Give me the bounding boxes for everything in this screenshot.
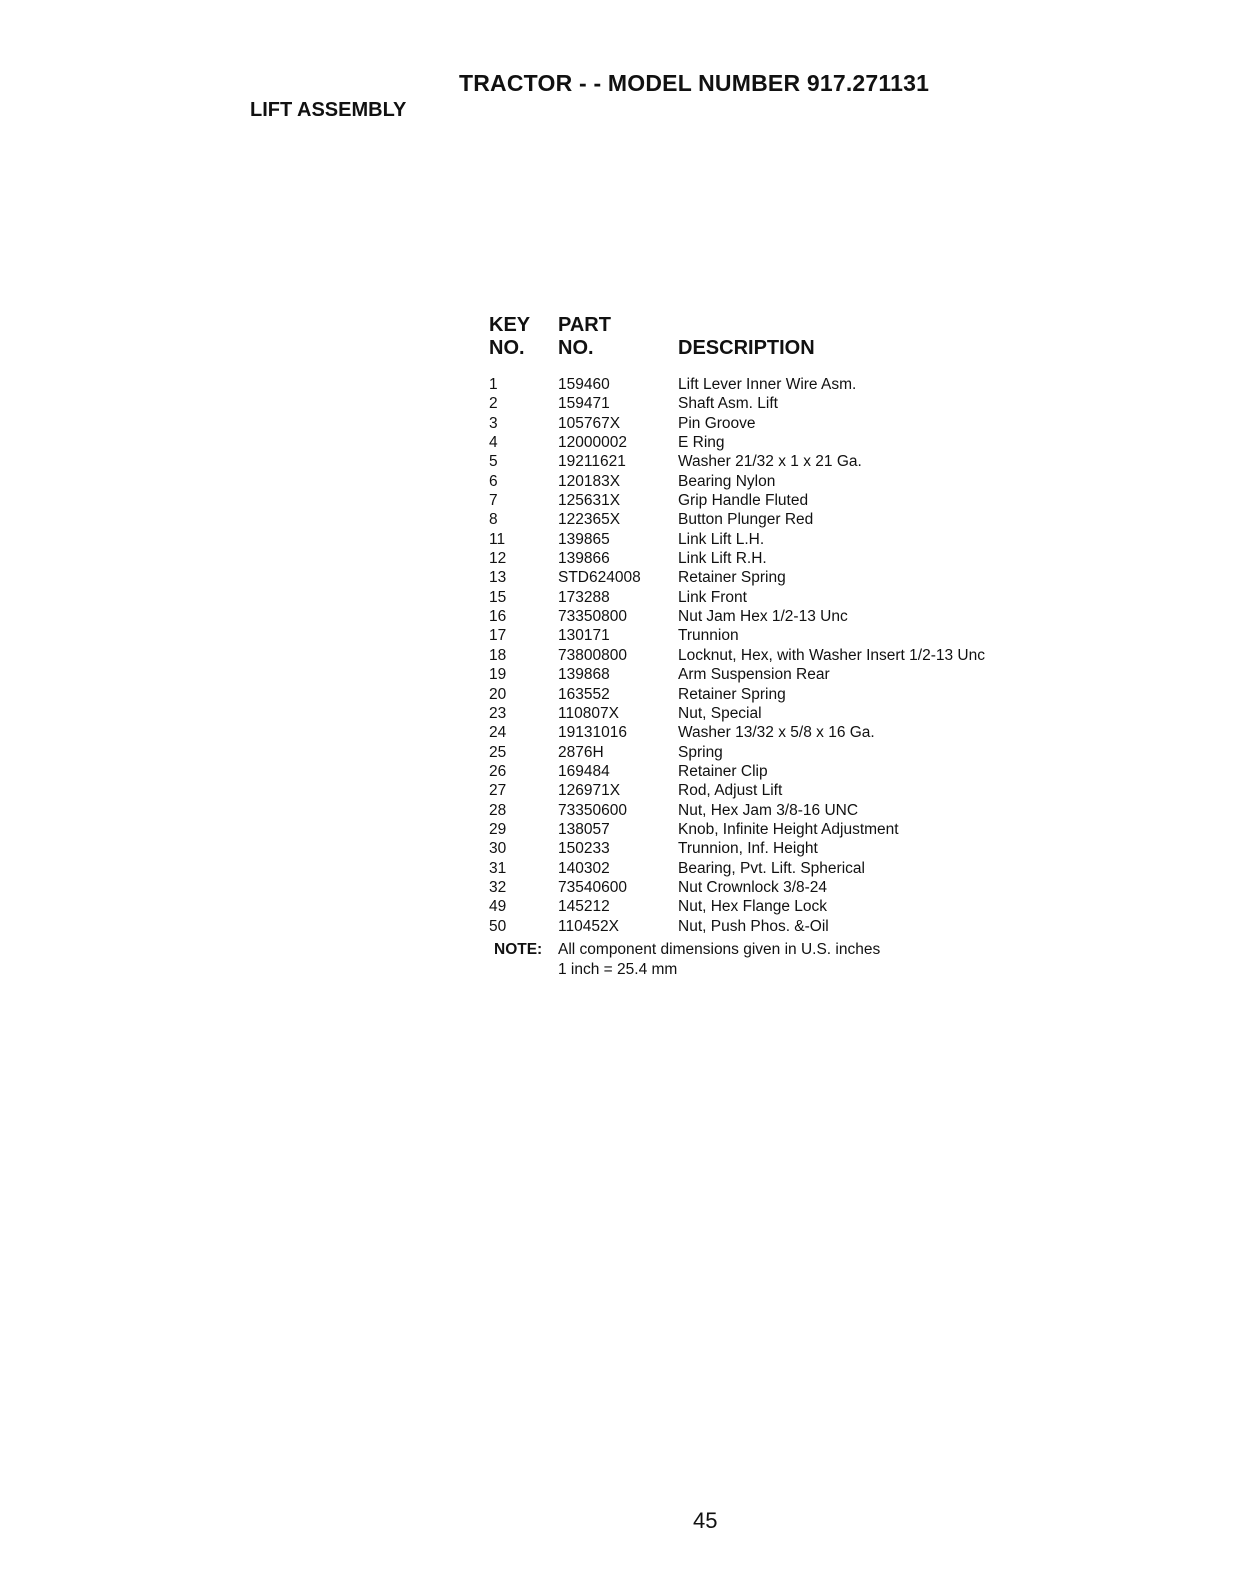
part-number: 19131016 xyxy=(558,724,627,742)
key-number: 7 xyxy=(489,492,498,510)
part-description: Nut Jam Hex 1/2-13 Unc xyxy=(678,608,848,626)
page-number: 45 xyxy=(693,1508,718,1533)
table-row xyxy=(489,510,1089,529)
section-title: LIFT ASSEMBLY xyxy=(250,99,407,121)
table-row xyxy=(489,588,1089,607)
key-number: 30 xyxy=(489,840,507,858)
part-number: 122365X xyxy=(558,511,621,529)
part-number: 73540600 xyxy=(558,878,627,896)
part-description: Bearing, Pvt. Lift. Spherical xyxy=(678,859,865,877)
table-row xyxy=(489,549,1089,568)
key-number: 6 xyxy=(489,472,498,490)
part-description: Lift Lever Inner Wire Asm. xyxy=(678,376,857,393)
table-row xyxy=(489,568,1089,587)
part-number: 140302 xyxy=(558,859,610,877)
table-row xyxy=(489,414,1089,433)
part-number: 110452X xyxy=(558,917,619,935)
key-number: 25 xyxy=(489,743,507,761)
part-description: Nut Crownlock 3/8-24 xyxy=(678,878,828,896)
part-number: 159471 xyxy=(558,395,610,413)
part-number: 126971X xyxy=(558,782,621,800)
key-number: 15 xyxy=(489,588,507,606)
part-number: 139866 xyxy=(558,550,610,568)
part-description: Retainer Spring xyxy=(678,569,786,587)
key-number: 50 xyxy=(489,917,507,935)
part-header-line1: PART xyxy=(558,314,611,336)
table-row xyxy=(489,685,1089,704)
key-number: 26 xyxy=(489,762,507,780)
key-header-line1: KEY xyxy=(489,314,531,336)
key-number: 27 xyxy=(489,782,507,800)
key-header-line2: NO. xyxy=(489,337,525,359)
part-number: 110807X xyxy=(558,704,619,722)
table-row xyxy=(489,530,1089,549)
key-number: 17 xyxy=(489,627,507,645)
part-column-header xyxy=(558,314,611,360)
part-description: Link Front xyxy=(678,588,747,606)
key-number: 31 xyxy=(489,859,507,877)
key-number: 24 xyxy=(489,724,507,742)
table-row xyxy=(489,646,1089,665)
part-number: STD624008 xyxy=(558,569,641,587)
table-row xyxy=(489,607,1089,626)
key-number: 13 xyxy=(489,569,507,587)
part-number: 173288 xyxy=(558,588,610,606)
part-description: Button Plunger Red xyxy=(678,511,814,529)
table-row xyxy=(489,375,1089,394)
part-number: 2876H xyxy=(558,743,604,761)
table-row xyxy=(489,723,1089,742)
part-description: Nut, Push Phos. &-Oil xyxy=(678,917,829,935)
part-description: Retainer Clip xyxy=(678,762,768,780)
table-row xyxy=(489,839,1089,858)
key-number: 12 xyxy=(489,550,507,568)
key-number: 11 xyxy=(489,530,506,548)
part-description: Washer 21/32 x 1 x 21 Ga. xyxy=(678,453,862,471)
part-number: 139868 xyxy=(558,666,610,684)
table-row xyxy=(489,704,1089,723)
note-line2: 1 inch = 25.4 mm xyxy=(558,960,678,978)
key-number: 18 xyxy=(489,646,507,664)
key-number: 2 xyxy=(489,395,498,413)
part-number: 120183X xyxy=(558,472,621,490)
part-number: 19211621 xyxy=(558,453,626,471)
table-row xyxy=(489,626,1089,645)
part-description: Arm Suspension Rear xyxy=(678,666,830,684)
part-number: 73350600 xyxy=(558,801,627,819)
table-row xyxy=(489,433,1089,452)
key-number: 5 xyxy=(489,453,498,471)
key-number: 3 xyxy=(489,414,498,432)
part-description: Rod, Adjust Lift xyxy=(678,782,783,800)
table-row xyxy=(489,917,1089,936)
part-description: Spring xyxy=(678,743,723,761)
part-number: 125631X xyxy=(558,492,621,510)
part-number: 73800800 xyxy=(558,646,627,664)
part-description: Grip Handle Fluted xyxy=(678,492,809,510)
note-label: NOTE: xyxy=(494,941,543,958)
key-number: 8 xyxy=(489,511,498,529)
part-number: 145212 xyxy=(558,898,610,916)
key-number: 49 xyxy=(489,898,507,916)
part-description: Locknut, Hex, with Washer Insert 1/2-13 Unc xyxy=(678,646,985,664)
page-title: TRACTOR - - MODEL NUMBER 917.271131 xyxy=(459,70,930,96)
part-number: 159460 xyxy=(558,376,610,393)
key-number: 1 xyxy=(489,376,498,393)
key-number: 19 xyxy=(489,666,507,684)
table-row xyxy=(489,801,1089,820)
part-description: Nut, Hex Flange Lock xyxy=(678,898,828,916)
key-number: 28 xyxy=(489,801,507,819)
key-number: 4 xyxy=(489,434,498,452)
part-number: 139865 xyxy=(558,530,610,548)
table-row xyxy=(489,878,1089,897)
table-row xyxy=(489,491,1089,510)
part-description: Trunnion, Inf. Height xyxy=(678,840,818,858)
key-number: 23 xyxy=(489,704,507,722)
key-number: 32 xyxy=(489,878,507,896)
part-header-line2: NO. xyxy=(558,337,594,359)
part-number: 73350800 xyxy=(558,608,627,626)
part-description: Link Lift L.H. xyxy=(678,530,765,548)
key-number: 29 xyxy=(489,820,507,838)
part-description: E Ring xyxy=(678,434,725,452)
table-row xyxy=(489,665,1089,684)
part-description: Pin Groove xyxy=(678,414,756,432)
key-number: 20 xyxy=(489,685,507,703)
part-number: 150233 xyxy=(558,840,610,858)
part-description: Retainer Spring xyxy=(678,685,786,703)
part-description: Nut, Special xyxy=(678,704,762,722)
parts-list xyxy=(489,375,1089,936)
part-description: Knob, Infinite Height Adjustment xyxy=(678,820,899,838)
key-number: 16 xyxy=(489,608,507,626)
table-row xyxy=(489,394,1089,413)
part-description: Trunnion xyxy=(678,627,739,645)
part-description: Shaft Asm. Lift xyxy=(678,395,778,413)
table-row xyxy=(489,897,1089,916)
part-number: 105767X xyxy=(558,414,621,432)
part-description: Nut, Hex Jam 3/8-16 UNC xyxy=(678,801,859,819)
table-row xyxy=(489,859,1089,878)
table-row xyxy=(489,762,1089,781)
table-row xyxy=(489,452,1089,471)
note-line1: All component dimensions given in U.S. inches xyxy=(558,941,881,958)
part-description: Washer 13/32 x 5/8 x 16 Ga. xyxy=(678,724,875,742)
part-number: 130171 xyxy=(558,627,610,645)
part-description: Link Lift R.H. xyxy=(678,550,767,568)
part-number: 163552 xyxy=(558,685,610,703)
description-column-header: DESCRIPTION xyxy=(678,337,815,359)
part-description: Bearing Nylon xyxy=(678,472,776,490)
table-row xyxy=(489,743,1089,762)
table-row xyxy=(489,472,1089,491)
key-column-header xyxy=(489,314,530,360)
table-row xyxy=(489,781,1089,800)
table-row xyxy=(489,820,1089,839)
part-number: 138057 xyxy=(558,820,610,838)
part-number: 12000002 xyxy=(558,434,627,452)
part-number: 169484 xyxy=(558,762,610,780)
